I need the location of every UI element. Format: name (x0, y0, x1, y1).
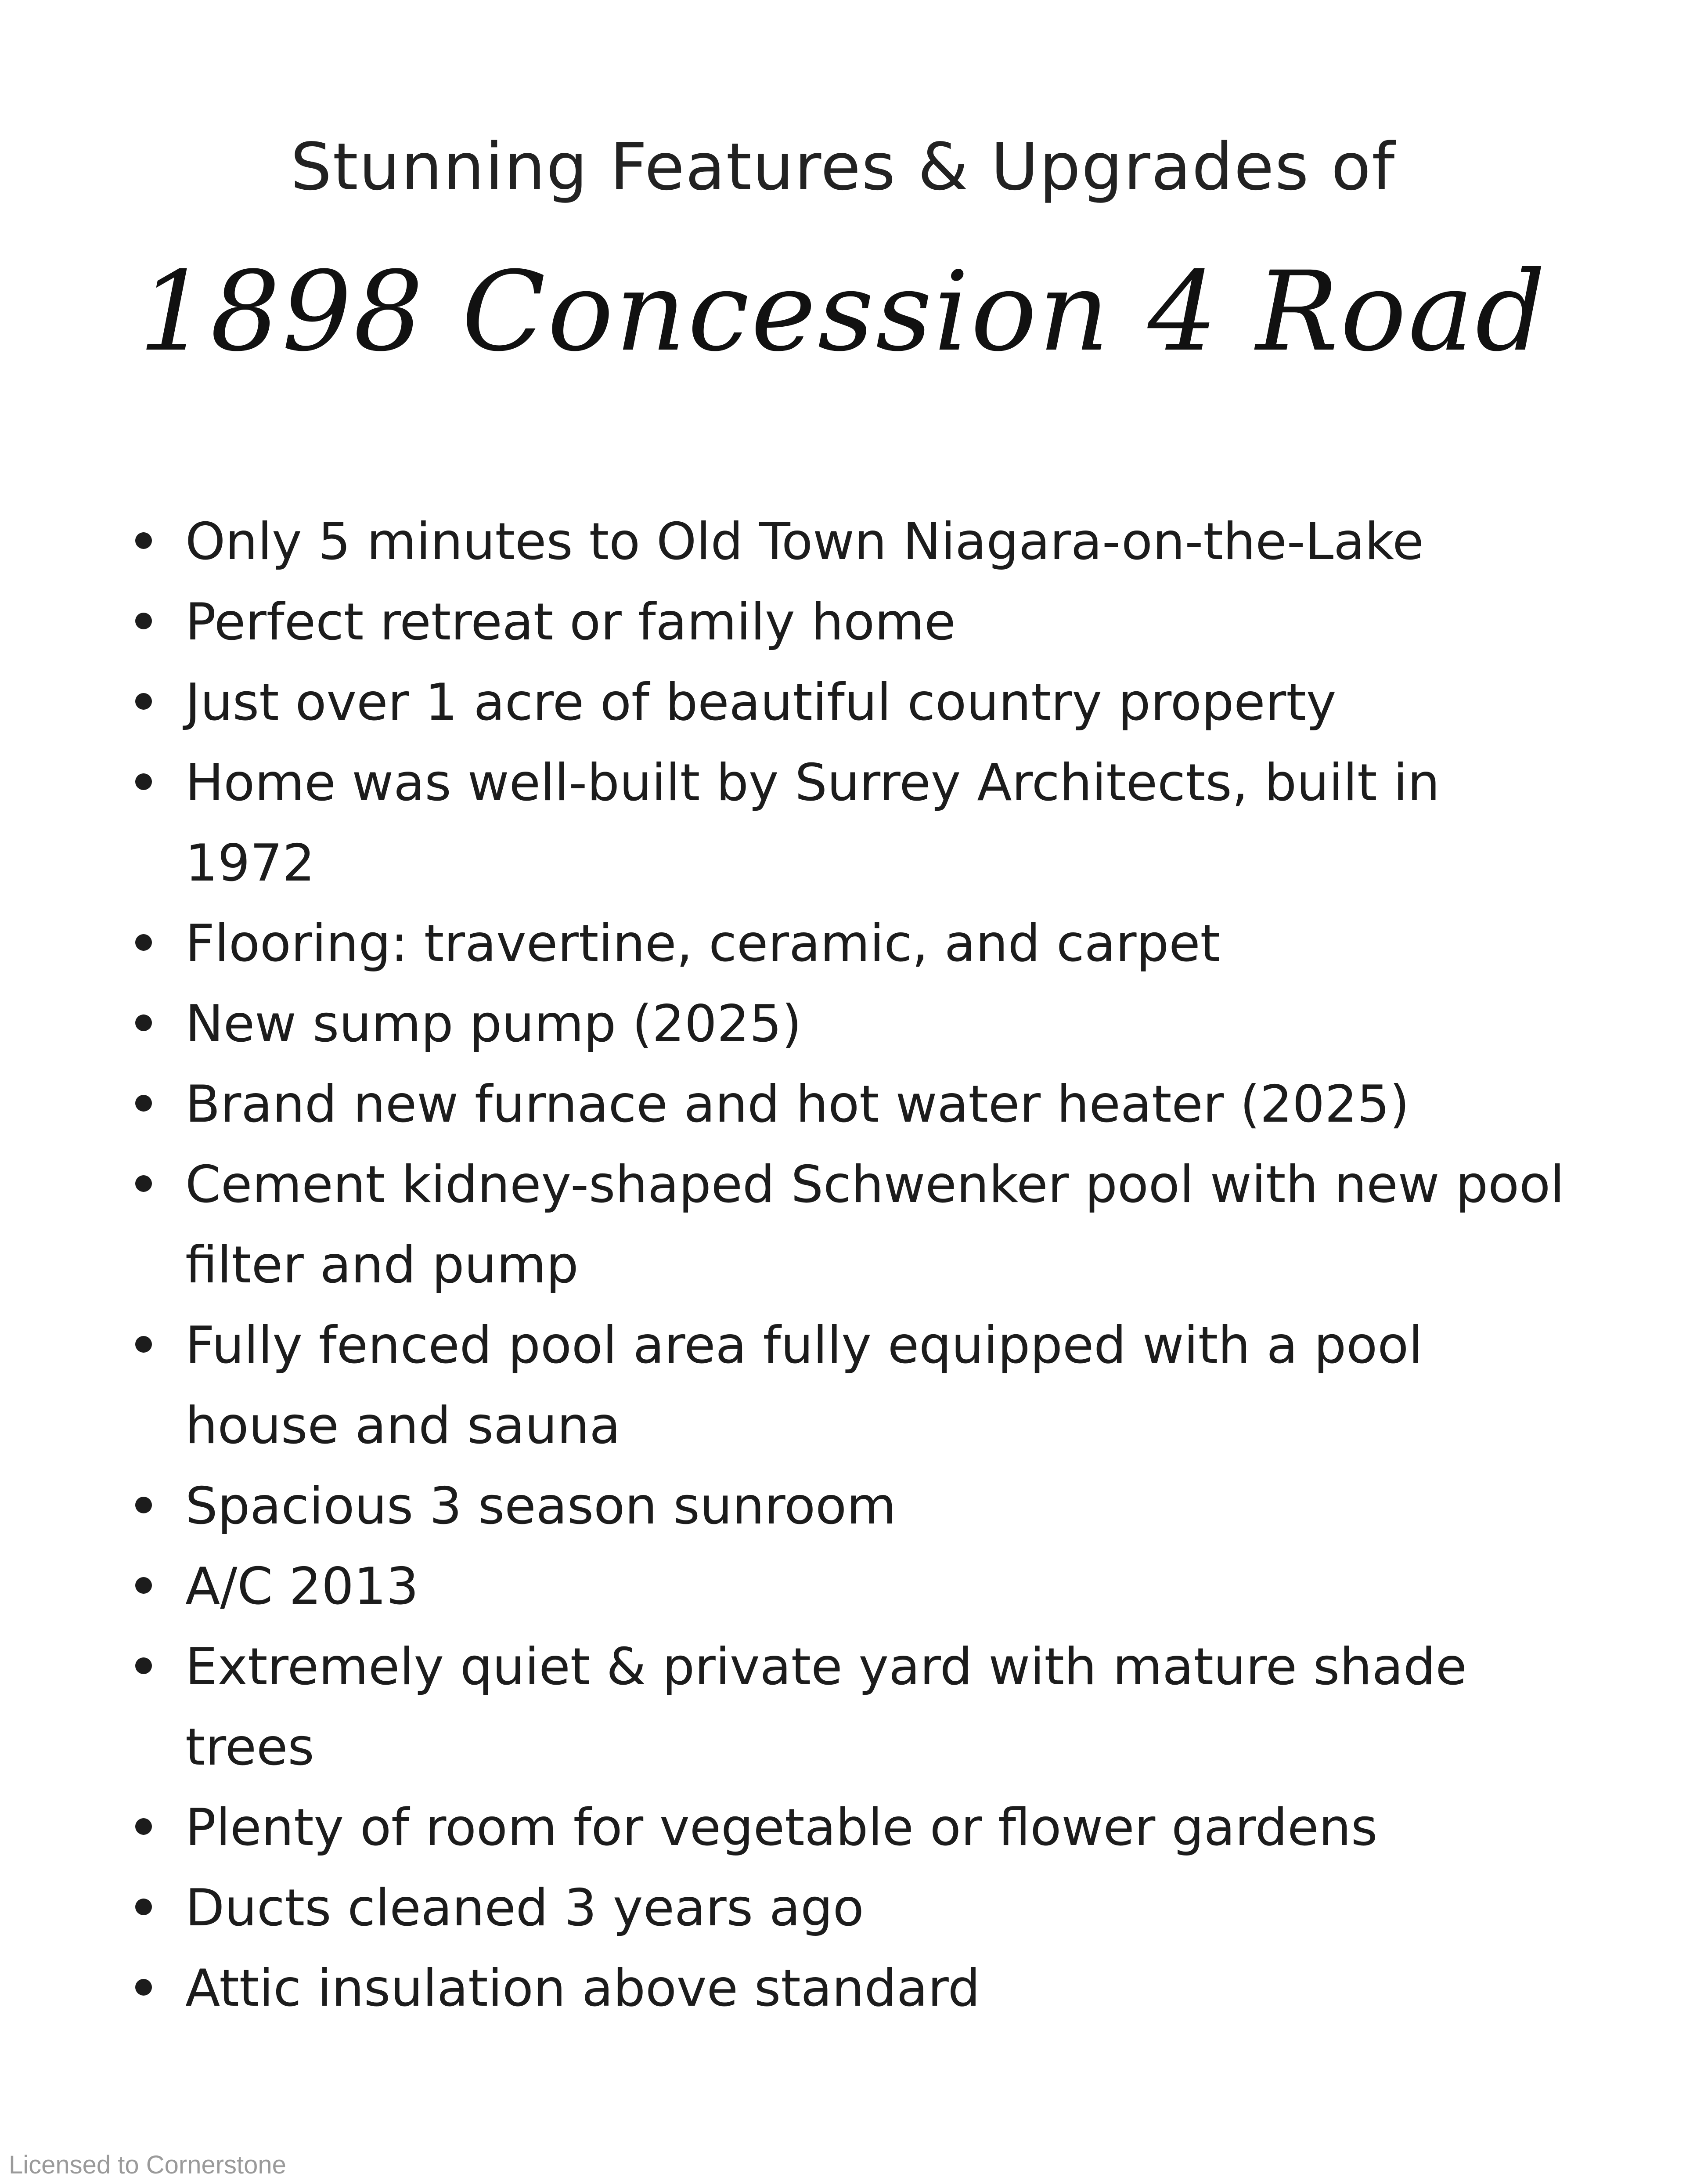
list-item-text: Brand new furnace and hot water heater (2025) (185, 1075, 1410, 1134)
list-item (132, 582, 1581, 662)
list-item-text: Fully fenced pool area fully equipped with a pool house and sauna (185, 1316, 1423, 1455)
list-item (132, 662, 1581, 743)
bullet-icon (135, 1175, 152, 1192)
list-item-text: Extremely quiet & private yard with mature shade trees (185, 1637, 1467, 1777)
list-item (132, 743, 1581, 903)
list-item (132, 1787, 1581, 1868)
list-item (132, 1466, 1581, 1546)
list-item (132, 502, 1581, 582)
list-item-text: Attic insulation above standard (185, 1959, 980, 2018)
bullet-icon (135, 1818, 152, 1835)
list-item-text: Ducts cleaned 3 years ago (185, 1878, 864, 1938)
bullet-icon (135, 1336, 152, 1353)
bullet-icon (135, 1979, 152, 1996)
page-subtitle: Stunning Features & Upgrades of (290, 129, 1396, 205)
bullet-icon (135, 1014, 152, 1031)
list-item-text: Only 5 minutes to Old Town Niagara-on-the-Lake (185, 512, 1424, 571)
bullet-icon (135, 1657, 152, 1674)
list-item-text: A/C 2013 (185, 1557, 419, 1616)
list-item (132, 1305, 1581, 1466)
list-item (132, 1064, 1581, 1144)
page-title: 1898 Concession 4 Road (138, 248, 1548, 375)
list-item-text: Plenty of room for vegetable or flower gardens (185, 1798, 1378, 1857)
list-item-text: Spacious 3 season sunroom (185, 1476, 897, 1536)
list-item (132, 984, 1581, 1064)
list-item-text: Perfect retreat or family home (185, 592, 956, 652)
bullet-icon (135, 532, 152, 549)
list-item (132, 1948, 1581, 2029)
list-item-text: New sump pump (2025) (185, 994, 802, 1054)
list-item (132, 903, 1581, 984)
list-item-text: Cement kidney-shaped Schwenker pool with new pool filter and pump (185, 1155, 1565, 1295)
list-item-text: Just over 1 acre of beautiful country property (185, 673, 1337, 732)
feature-list (132, 502, 1581, 2029)
list-item (132, 1627, 1581, 1787)
license-watermark: Licensed to Cornerstone (9, 2151, 286, 2179)
bullet-icon (135, 613, 152, 629)
bullet-icon (135, 934, 152, 951)
list-item (132, 1546, 1581, 1627)
list-item-text: Flooring: travertine, ceramic, and carpet (185, 914, 1221, 973)
list-item (132, 1868, 1581, 1948)
list-item (132, 1144, 1581, 1305)
bullet-icon (135, 1899, 152, 1915)
list-item-text: Home was well-built by Surrey Architects, built in 1972 (185, 753, 1440, 893)
bullet-icon (135, 1577, 152, 1594)
bullet-icon (135, 693, 152, 710)
bullet-icon (135, 1095, 152, 1112)
bullet-icon (135, 773, 152, 790)
bullet-icon (135, 1497, 152, 1513)
